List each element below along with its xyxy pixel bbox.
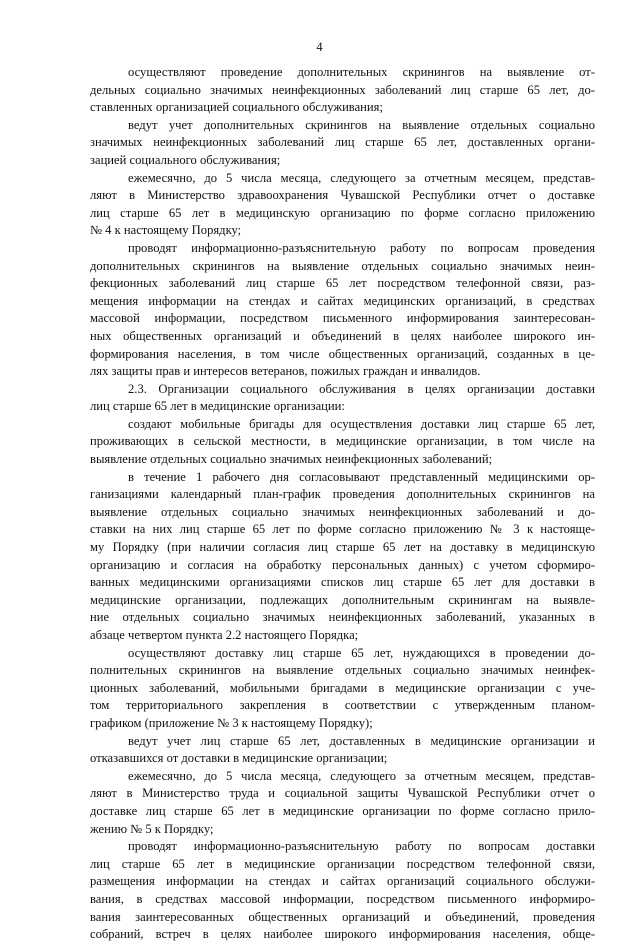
text-line: мещения информации на стендах и сайтах медицинских организаций, в средствах: [90, 293, 595, 308]
text-line: ганизациями календарный план-график проведения дополнительных скринингов на: [90, 487, 595, 502]
text-line: ежемесячно, до 5 числа месяца, следующего за отчетным месяцем, представ-: [128, 170, 595, 185]
text-line: выявление отдельных социально значимых неинфекционных заболеваний;: [90, 452, 493, 467]
text-line: осуществляют доставку лиц старше 65 лет, нуждающихся в проведении до-: [128, 645, 595, 660]
text-line: № 4 к настоящему Порядку;: [90, 223, 242, 238]
text-line: 2.3. Организации социального обслуживания в целях организации доставки: [128, 381, 595, 396]
text-line: вания заинтересованных общественных организаций и объединений, проведения: [90, 909, 595, 924]
text-line: абзаце четвертом пункта 2.2 настоящего Порядка;: [90, 628, 359, 642]
text-line: формирования населения, в том числе общественных организаций, созданных в це-: [90, 346, 595, 361]
text-line: фекционных заболеваний лиц старше 65 лет посредством телефонной связи, раз-: [90, 276, 595, 291]
text-line: зацией социального обслуживания;: [90, 152, 281, 167]
text-line: создают мобильные бригады для осуществления доставки лиц старше 65 лет,: [128, 416, 595, 431]
text-line: ляют в Министерство здравоохранения Чувашской Республики отчет о доставке: [90, 188, 595, 203]
text-line: массовой информации, посредством письменного информирования заинтересован-: [90, 311, 595, 326]
text-line: дельных социально значимых неинфекционных заболеваний лиц старше 65 лет, до-: [90, 82, 595, 97]
text-line: жению № 5 к Порядку;: [90, 821, 214, 836]
text-line: ляют в Министерство труда и социальной защиты Чувашской Республики отчет о: [90, 786, 595, 801]
text-line: медицинские организации, подлежащих дополнительным скринингам на выявле-: [90, 592, 595, 607]
text-line: доставке лиц старше 65 лет в медицинские организации по форме согласно прило-: [90, 803, 595, 818]
text-line: осуществляют проведение дополнительных скринингов на выявление от-: [128, 65, 595, 79]
text-line: лиц старше 65 лет в медицинские организации посредством телефонной связи,: [90, 856, 595, 871]
text-line: лиц старше 65 лет в медицинскую организацию по форме согласно приложению: [90, 205, 595, 220]
text-line: ных общественных организаций и объединений в целях наиболее широкого ин-: [90, 328, 595, 343]
text-line: ведут учет дополнительных скринингов на выявление отдельных социально: [128, 117, 595, 132]
text-line: му Порядку (при наличии согласия лиц старше 65 лет на доставку в медицинскую: [90, 540, 595, 555]
text-line: лиц старше 65 лет в медицинские организации:: [90, 399, 345, 414]
text-line: ставленных организацией социального обслуживания;: [90, 100, 383, 115]
text-line: полнительных скринингов на выявление отдельных социально значимых неинфек-: [90, 663, 595, 678]
text-line: графиком (приложение № 3 к настоящему Порядку);: [90, 715, 373, 730]
document-body: [90, 64, 595, 944]
page-number: 4: [316, 40, 323, 54]
text-line: ние отдельных социально значимых неинфекционных заболеваний, указанных в: [90, 610, 595, 625]
text-line: в течение 1 рабочего дня согласовывают представленный медицинскими ор-: [128, 469, 595, 484]
text-line: значимых неинфекционных заболеваний лиц старше 65 лет, доставленных органи-: [90, 135, 595, 150]
text-line: размещения информации на стендах и сайтах организаций социального обслужи-: [90, 874, 595, 889]
text-line: лях защиты прав и интересов ветеранов, пожилых граждан и инвалидов.: [90, 364, 481, 379]
text-line: организацию и согласия на обработку персональных данных) с учетом сформиро-: [90, 557, 595, 572]
text-line: ставки на них лиц старше 65 лет по форме согласно приложению № 3 к настояще-: [90, 522, 595, 537]
text-line: выявление отдельных социально значимых неинфекционных заболеваний и до-: [90, 504, 595, 519]
text-line: ционных заболеваний, мобильными бригадами в медицинские организации с уче-: [90, 680, 595, 695]
text-line: проживающих в сельской местности, в медицинские организации, в том числе на: [90, 434, 595, 449]
text-line: том территориального закрепления в соответствии с утвержденным планом-: [90, 698, 595, 713]
text-line: ванных медицинскими организациями списков лиц старше 65 лет для доставки в: [90, 575, 595, 590]
text-line: проводят информационно-разъяснительную работу по вопросам проведения: [128, 240, 595, 255]
text-line: ведут учет лиц старше 65 лет, доставленных в медицинские организации и: [128, 733, 595, 748]
text-line: дополнительных скринингов на выявление отдельных социально значимых неин-: [90, 258, 595, 273]
text-line: ежемесячно, до 5 числа месяца, следующего за отчетным месяцем, представ-: [128, 768, 595, 783]
text-line: вания, в средствах массовой информации, посредством письменного информиро-: [90, 891, 595, 906]
text-line: отказавшихся от доставки в медицинские организации;: [90, 751, 388, 766]
text-line: собраний, встреч в целях наиболее широкого информирования населения, обще-: [90, 927, 595, 942]
text-line: проводят информационно-разъяснительную работу по вопросам доставки: [128, 839, 595, 854]
